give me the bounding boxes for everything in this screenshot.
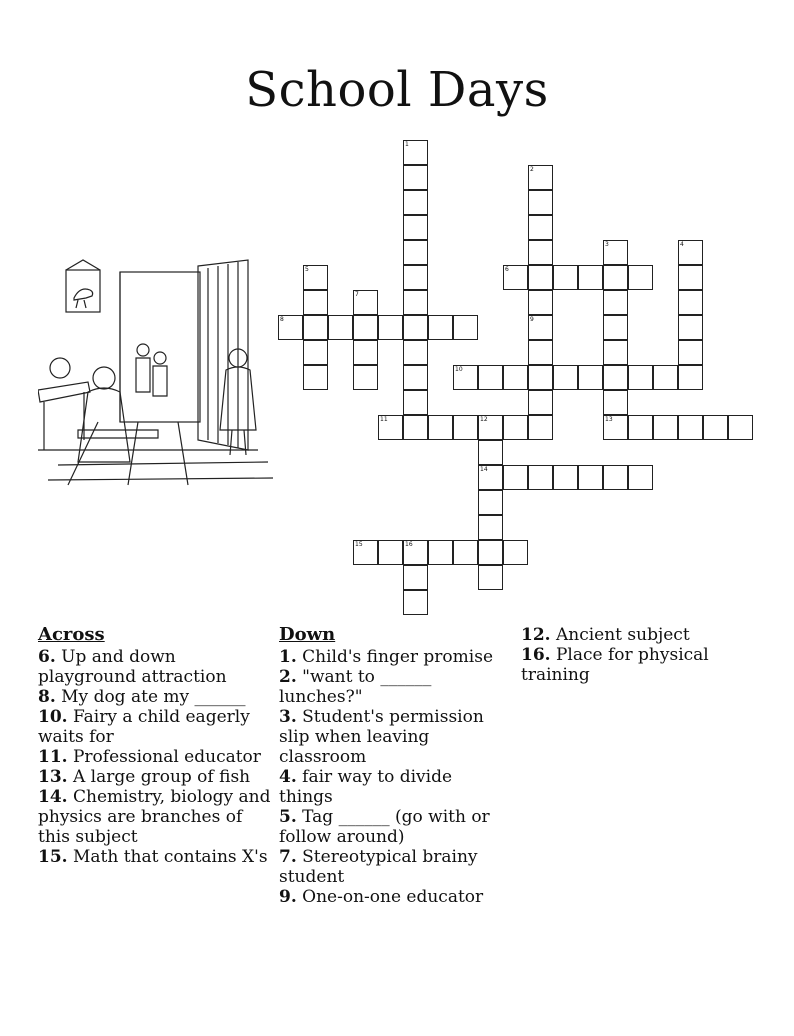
grid-cell[interactable]	[353, 315, 378, 340]
clue-number: 6.	[38, 647, 56, 667]
clue-number: 7.	[279, 847, 297, 867]
clue-number: 16.	[521, 645, 551, 665]
clue-text: Fairy a child eagerly waits for	[38, 707, 250, 747]
grid-cell[interactable]	[628, 465, 653, 490]
grid-cell[interactable]	[478, 440, 503, 465]
grid-cell[interactable]	[303, 365, 328, 390]
grid-cell-number: 10	[455, 366, 463, 373]
grid-cell[interactable]	[503, 540, 528, 565]
clue-number: 11.	[38, 747, 68, 767]
down-clues-continued	[521, 625, 751, 685]
grid-cell-number: 1	[405, 141, 409, 148]
grid-cell[interactable]	[628, 365, 653, 390]
grid-cell[interactable]	[603, 465, 628, 490]
grid-cell-number: 8	[280, 316, 284, 323]
clue-text: Up and down playground attraction	[38, 647, 227, 687]
grid-cell[interactable]	[553, 365, 578, 390]
grid-cell-number: 16	[405, 541, 413, 548]
clue-number: 14.	[38, 787, 68, 807]
grid-cell[interactable]	[478, 465, 503, 490]
grid-cell-number: 4	[680, 241, 684, 248]
grid-cell[interactable]	[453, 315, 478, 340]
clue-text: Chemistry, biology and physics are branches of this subject	[38, 787, 271, 847]
grid-cell[interactable]	[328, 315, 353, 340]
clue-text: Stereotypical brainy student	[279, 847, 478, 887]
clue-text: My dog ate my ______	[55, 687, 246, 707]
grid-cell[interactable]	[603, 240, 628, 265]
clue-number: 15.	[38, 847, 68, 867]
clue-item	[38, 707, 273, 747]
grid-cell[interactable]	[603, 390, 628, 415]
clue-text: "want to ______ lunches?"	[279, 667, 432, 707]
grid-cell[interactable]	[653, 415, 678, 440]
grid-cell[interactable]	[528, 315, 553, 340]
clue-item	[279, 647, 499, 667]
grid-cell[interactable]	[603, 315, 628, 340]
grid-cell[interactable]	[528, 165, 553, 190]
clue-text: Professional educator	[67, 747, 261, 767]
grid-cell[interactable]	[653, 365, 678, 390]
grid-cell[interactable]	[503, 365, 528, 390]
grid-cell[interactable]	[603, 415, 628, 440]
clue-number: 13.	[38, 767, 68, 787]
down-heading: Down	[279, 624, 336, 645]
grid-cell[interactable]	[678, 415, 703, 440]
grid-cell[interactable]	[378, 315, 403, 340]
grid-cell[interactable]	[403, 240, 428, 265]
grid-cell[interactable]	[503, 465, 528, 490]
clue-number: 5.	[279, 807, 297, 827]
clue-text: Place for physical training	[521, 645, 709, 685]
grid-cell[interactable]	[403, 565, 428, 590]
grid-cell[interactable]	[528, 340, 553, 365]
grid-cell[interactable]	[528, 465, 553, 490]
grid-cell[interactable]	[303, 265, 328, 290]
grid-cell[interactable]	[578, 365, 603, 390]
grid-cell[interactable]	[453, 365, 478, 390]
grid-cell[interactable]	[503, 415, 528, 440]
clue-item	[279, 767, 499, 807]
grid-cell[interactable]	[553, 465, 578, 490]
clue-item	[279, 887, 499, 907]
grid-cell[interactable]	[403, 390, 428, 415]
clue-text: Student's permission slip when leaving classroom	[279, 707, 484, 767]
clue-item	[38, 687, 273, 707]
grid-cell-number: 14	[480, 466, 488, 473]
grid-cell[interactable]	[528, 265, 553, 290]
grid-cell[interactable]	[503, 265, 528, 290]
grid-cell[interactable]	[678, 265, 703, 290]
grid-cell[interactable]	[678, 290, 703, 315]
clue-text: fair way to divide things	[279, 767, 453, 807]
clue-number: 12.	[521, 625, 551, 645]
grid-cell[interactable]	[678, 340, 703, 365]
page-title: School Days	[245, 62, 549, 118]
clue-item	[279, 847, 499, 887]
grid-cell[interactable]	[578, 265, 603, 290]
clue-item	[279, 707, 499, 767]
grid-cell[interactable]	[528, 290, 553, 315]
grid-cell[interactable]	[703, 415, 728, 440]
clue-number: 9.	[279, 887, 297, 907]
clue-text: A large group of fish	[67, 767, 251, 787]
clue-item	[38, 767, 273, 787]
grid-cell[interactable]	[528, 415, 553, 440]
clue-item	[279, 807, 499, 847]
clue-item	[38, 647, 273, 687]
grid-cell[interactable]	[678, 315, 703, 340]
grid-cell[interactable]	[303, 315, 328, 340]
grid-cell[interactable]	[478, 415, 503, 440]
grid-cell[interactable]	[353, 290, 378, 315]
clue-number: 10.	[38, 707, 68, 727]
grid-cell[interactable]	[403, 140, 428, 165]
grid-cell-number: 5	[305, 266, 309, 273]
grid-cell[interactable]	[403, 165, 428, 190]
grid-cell-number: 3	[605, 241, 609, 248]
clue-text: Ancient subject	[550, 625, 690, 645]
down-clues	[279, 625, 499, 907]
grid-cell[interactable]	[678, 365, 703, 390]
grid-cell[interactable]	[528, 365, 553, 390]
grid-cell[interactable]	[478, 565, 503, 590]
grid-cell[interactable]	[303, 290, 328, 315]
clue-item	[38, 787, 273, 847]
grid-cell-number: 2	[530, 166, 534, 173]
grid-cell[interactable]	[378, 540, 403, 565]
grid-cell[interactable]	[353, 540, 378, 565]
grid-cell[interactable]	[428, 315, 453, 340]
grid-cell[interactable]	[403, 340, 428, 365]
grid-cell-number: 6	[505, 266, 509, 273]
clue-number: 2.	[279, 667, 297, 687]
clue-item	[279, 667, 499, 707]
grid-cell-number: 15	[355, 541, 363, 548]
clue-text: Tag ______ (go with or follow around)	[279, 807, 490, 847]
grid-cell[interactable]	[528, 240, 553, 265]
grid-cell[interactable]	[403, 415, 428, 440]
clue-item	[38, 747, 273, 767]
grid-cell[interactable]	[403, 215, 428, 240]
grid-cell[interactable]	[403, 265, 428, 290]
grid-cell[interactable]	[478, 515, 503, 540]
grid-cell-number: 12	[480, 416, 488, 423]
grid-cell[interactable]	[478, 540, 503, 565]
grid-cell[interactable]	[353, 365, 378, 390]
clue-number: 8.	[38, 687, 56, 707]
grid-cell[interactable]	[403, 315, 428, 340]
grid-cell[interactable]	[428, 415, 453, 440]
schoolroom-illustration	[38, 250, 278, 490]
grid-cell[interactable]	[603, 340, 628, 365]
grid-cell[interactable]	[403, 590, 428, 615]
grid-cell[interactable]	[603, 365, 628, 390]
grid-cell-number: 11	[380, 416, 388, 423]
clue-text: Math that contains X's	[67, 847, 268, 867]
grid-cell[interactable]	[553, 265, 578, 290]
grid-cell-number: 7	[355, 291, 359, 298]
grid-cell[interactable]	[603, 290, 628, 315]
grid-cell[interactable]	[628, 415, 653, 440]
grid-cell-number: 9	[530, 316, 534, 323]
grid-cell[interactable]	[453, 415, 478, 440]
across-heading: Across	[38, 624, 105, 645]
grid-cell[interactable]	[403, 365, 428, 390]
grid-cell[interactable]	[478, 365, 503, 390]
grid-cell-number: 13	[605, 416, 613, 423]
grid-cell[interactable]	[403, 190, 428, 215]
clue-number: 3.	[279, 707, 297, 727]
clue-text: Child's finger promise	[296, 647, 494, 667]
grid-cell[interactable]	[628, 265, 653, 290]
clue-number: 4.	[279, 767, 297, 787]
clue-number: 1.	[279, 647, 297, 667]
grid-cell[interactable]	[728, 415, 753, 440]
grid-cell[interactable]	[403, 290, 428, 315]
grid-cell[interactable]	[453, 540, 478, 565]
grid-cell[interactable]	[403, 540, 428, 565]
grid-cell[interactable]	[353, 340, 378, 365]
grid-cell[interactable]	[278, 315, 303, 340]
grid-cell[interactable]	[378, 415, 403, 440]
grid-cell[interactable]	[603, 265, 628, 290]
clue-item	[521, 645, 751, 685]
clue-item	[38, 847, 273, 867]
grid-cell[interactable]	[528, 390, 553, 415]
clue-text: One-on-one educator	[296, 887, 484, 907]
clue-item	[521, 625, 751, 645]
grid-cell[interactable]	[428, 540, 453, 565]
grid-cell[interactable]	[303, 340, 328, 365]
grid-cell[interactable]	[528, 215, 553, 240]
grid-cell[interactable]	[578, 465, 603, 490]
grid-cell[interactable]	[478, 490, 503, 515]
across-clues	[38, 625, 273, 867]
grid-cell[interactable]	[528, 190, 553, 215]
grid-cell[interactable]	[678, 240, 703, 265]
